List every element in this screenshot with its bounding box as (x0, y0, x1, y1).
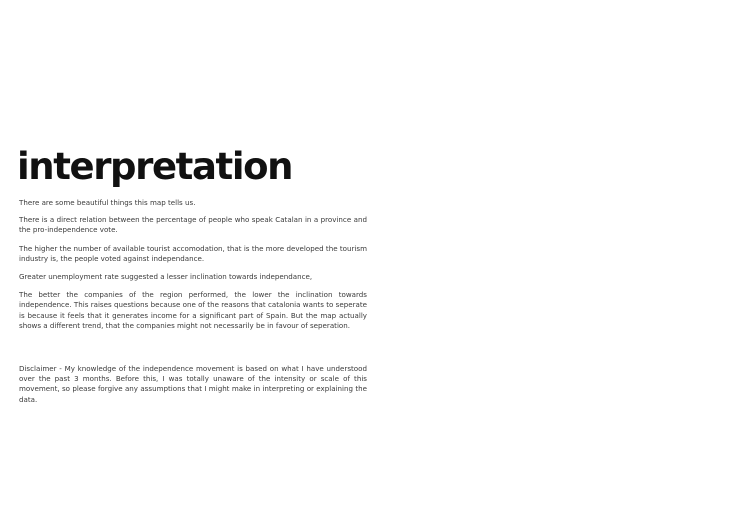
paragraph-disclaimer: Disclaimer - My knowledge of the independence movement is based on what I have understood over the past 3 months. Before this, I was totally unaware of the intensity or scale of this movement, so please forgive any assumptions that I might make in interpreting or explaining the data. (19, 364, 367, 404)
paragraph-tourism: The higher the number of available tourist accomodation, that is the more developed the tourism industry is, the people voted against independance. (19, 243, 367, 263)
paragraph-intro: There are some beautiful things this map tells us. (19, 198, 196, 207)
paragraph-unemployment: Greater unemployment rate suggested a lesser inclination towards independance, (19, 272, 313, 282)
body-text (19, 198, 367, 405)
paragraph-catalan-language: There is a direct relation between the percentage of people who speak Catalan in a province and the pro-independence vote. (19, 215, 367, 235)
paragraph-companies: The better the companies of the region performed, the lower the inclination towards independence. This raises questions because one of the reasons that catalonia wants to seperate is because it feels that it generates income for a significant part of Spain. But the map actually shows a different trend, that the companies might not necessarily be in favour of seperation. (19, 290, 367, 330)
page-title: interpretation (17, 145, 293, 188)
